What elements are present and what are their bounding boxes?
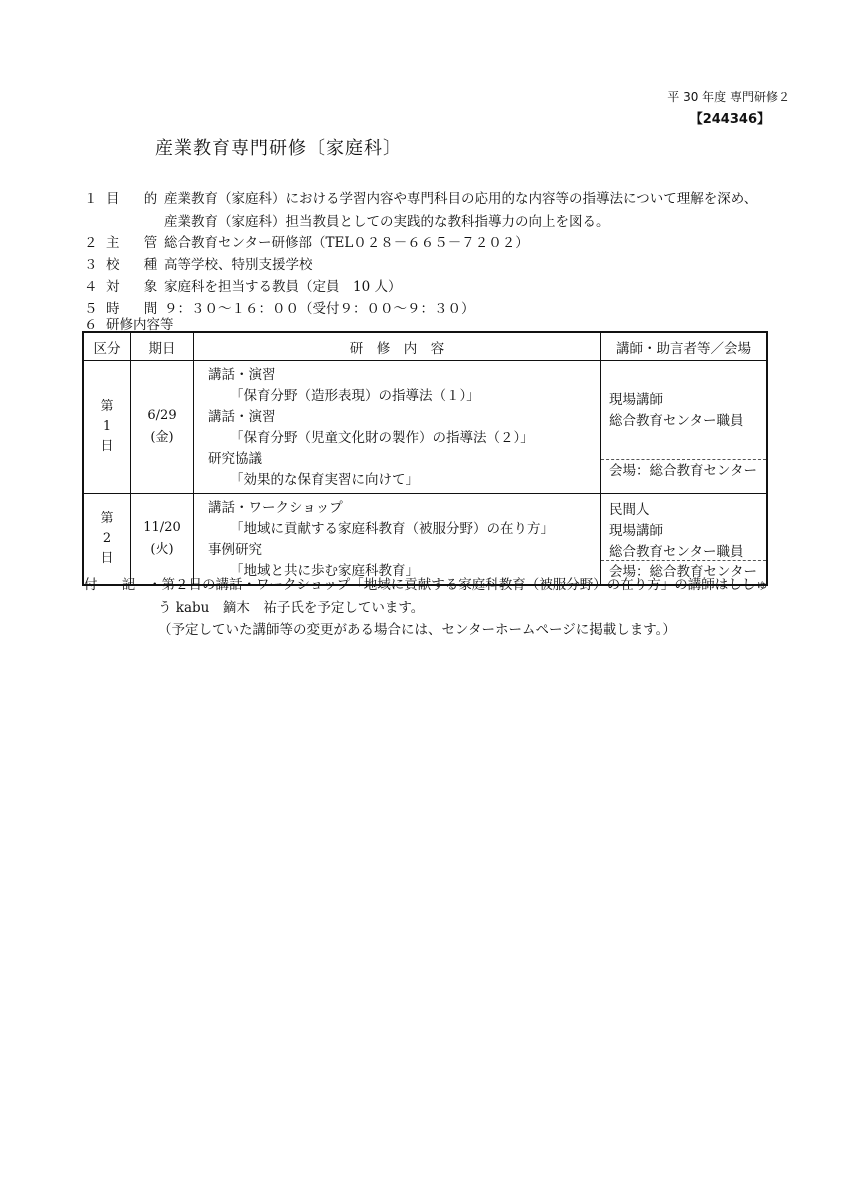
division-char: 第 <box>100 511 114 526</box>
item-content-heading <box>84 313 174 333</box>
item-label: 目 的 <box>106 191 168 207</box>
item-number: ５ <box>84 301 98 317</box>
session-weekday: (火) <box>150 542 174 557</box>
course-code: 【244346】 <box>689 112 770 127</box>
content-type: 研究協議 <box>208 451 262 467</box>
column-header-division: 区分 <box>83 332 131 361</box>
table-row <box>83 494 767 586</box>
schedule-table <box>82 331 768 586</box>
division-char: 日 <box>100 551 114 566</box>
date-cell <box>131 361 194 494</box>
note-line: （予定していた講師等の変更がある場合には、センターホームページに掲載します。） <box>158 622 676 638</box>
item-number: ６ <box>84 317 98 333</box>
item-label: 主 管 <box>106 235 168 251</box>
note-line: う kabu 鏑木 祐子氏を予定しています。 <box>158 600 425 616</box>
instructor-item: 現場講師 <box>609 523 663 539</box>
session-weekday: (金) <box>150 430 174 445</box>
item-text: 産業教育（家庭科）における学習内容や専門科目の応用的な内容等の指導法について理解を深め、 <box>164 191 758 207</box>
venue-label: 会場：総合教育センター <box>601 459 766 483</box>
item-label: 対 象 <box>106 279 168 295</box>
division-number: 1 <box>102 419 112 434</box>
item-label: 校 種 <box>106 257 168 273</box>
note-line: ・第２日の講話・ワークショップ「地域に貢献する家庭科教育（被服分野）の在り方」の講師はししゅ <box>148 577 769 593</box>
item-target <box>84 275 401 295</box>
date-cell <box>131 494 194 586</box>
instructor-item: 総合教育センター職員 <box>609 413 744 429</box>
session-date: 11/20 <box>143 520 181 535</box>
division-char: 第 <box>100 399 114 414</box>
content-topic: 「地域に貢献する家庭科教育（被服分野）の在り方」 <box>230 521 554 537</box>
division-cell <box>83 361 131 494</box>
content-cell <box>194 494 601 586</box>
column-header-instructors: 講師・助言者等／会場 <box>601 332 768 361</box>
instructor-item: 総合教育センター職員 <box>609 544 744 560</box>
content-cell <box>194 361 601 494</box>
item-text: 研修内容等 <box>106 317 174 333</box>
instructor-cell <box>601 361 768 494</box>
notes-label: 付 記 <box>84 577 146 593</box>
division-number: 2 <box>102 531 112 546</box>
venue-label: 会場：総合教育センター <box>601 560 766 584</box>
table-header-row <box>83 332 767 361</box>
item-number: ４ <box>84 279 98 295</box>
item-organizer <box>84 231 529 251</box>
item-text: ９：３０～１６：００（受付９：００～９：３０） <box>164 301 475 317</box>
item-text: 家庭科を担当する教員（定員 10 人） <box>164 279 402 295</box>
item-school-type <box>84 253 313 273</box>
content-type: 講話・ワークショップ <box>208 500 343 516</box>
page-title: 産業教育専門研修〔家庭科〕 <box>155 138 402 159</box>
division-cell <box>83 494 131 586</box>
content-topic: 「効果的な保育実習に向けて」 <box>230 472 419 488</box>
content-type: 講話・演習 <box>208 367 276 383</box>
instructor-list <box>601 361 766 459</box>
item-label: 時 間 <box>106 301 168 317</box>
division-char: 日 <box>100 439 114 454</box>
item-text: 総合教育センター研修部（TEL０２８－６６５－７２０２） <box>164 235 529 251</box>
column-header-content: 研 修 内 容 <box>194 332 601 361</box>
content-topic: 「保育分野（造形表現）の指導法（１）」 <box>230 388 480 404</box>
session-date: 6/29 <box>147 408 177 423</box>
column-header-date: 期日 <box>131 332 194 361</box>
content-topic: 「地域と共に歩む家庭科教育」 <box>230 563 419 579</box>
instructor-item: 現場講師 <box>609 392 663 408</box>
item-number: ２ <box>84 235 98 251</box>
instructor-item: 民間人 <box>609 502 650 518</box>
table-row <box>83 361 767 494</box>
item-number: １ <box>84 191 98 207</box>
content-type: 事例研究 <box>208 542 262 558</box>
instructor-cell <box>601 494 768 586</box>
item-purpose <box>84 187 757 207</box>
item-number: ３ <box>84 257 98 273</box>
content-topic: 「保育分野（児童文化財の製作）の指導法（２）」 <box>230 430 534 446</box>
item-purpose-continuation: 産業教育（家庭科）担当教員としての実践的な教科指導力の向上を図る。 <box>164 214 610 230</box>
instructor-list <box>601 494 766 560</box>
fiscal-year-label: 平 30 年度 専門研修２ <box>667 90 790 104</box>
item-text: 高等学校、特別支援学校 <box>164 257 313 273</box>
content-type: 講話・演習 <box>208 409 276 425</box>
